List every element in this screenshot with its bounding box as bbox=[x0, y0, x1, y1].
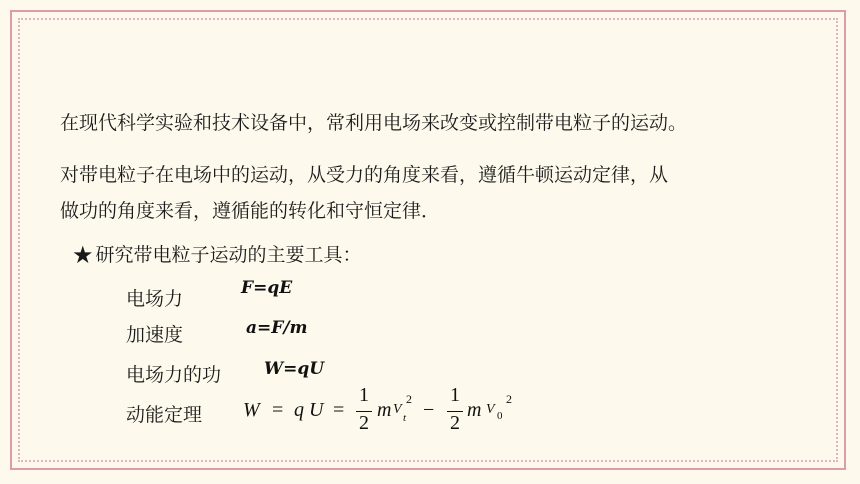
eq-frac1-numerator: 1 bbox=[359, 384, 369, 406]
formula-acceleration: a=F/m bbox=[246, 318, 308, 338]
eq-m-1: m bbox=[377, 399, 392, 421]
tools-heading bbox=[72, 238, 362, 272]
tool-label-electric-force: 电场力 bbox=[126, 288, 184, 310]
analysis-paragraph-line2: 做功的角度来看，遵循能的转化和守恒定律． bbox=[60, 200, 441, 222]
eq-m-2: m bbox=[467, 399, 482, 421]
tool-label-acceleration: 加速度 bbox=[126, 324, 184, 346]
eq-W: W bbox=[243, 399, 260, 421]
eq-equals-1: = bbox=[272, 399, 284, 421]
tool-label-kinetic-energy-theorem: 动能定理 bbox=[126, 404, 203, 426]
eq-qU: q U bbox=[294, 399, 324, 421]
eq-frac1-denominator: 2 bbox=[359, 412, 369, 434]
eq-V0: V bbox=[486, 402, 495, 417]
eq-exponent-2: 2 bbox=[506, 392, 512, 406]
eq-frac2-denominator: 2 bbox=[450, 412, 460, 434]
formula-field-work: W=qU bbox=[264, 359, 325, 379]
eq-minus: − bbox=[423, 399, 435, 421]
analysis-paragraph-line1: 对带电粒子在电场中的运动，从受力的角度来看，遵循牛顿运动定律，从 bbox=[60, 164, 669, 186]
star-icon: ★ bbox=[72, 241, 94, 269]
eq-exponent-1: 2 bbox=[406, 392, 412, 406]
eq-subscript-0: 0 bbox=[497, 410, 503, 422]
eq-Vt: V bbox=[393, 402, 402, 417]
eq-equals-2: = bbox=[333, 399, 345, 421]
eq-frac2-numerator: 1 bbox=[450, 384, 460, 406]
eq-subscript-t: t bbox=[403, 412, 407, 424]
formula-electric-force: F=qE bbox=[241, 278, 293, 298]
tools-heading-text: 研究带电粒子运动的主要工具： bbox=[95, 244, 362, 266]
tool-label-field-work: 电场力的功 bbox=[126, 364, 222, 386]
intro-paragraph: 在现代科学实验和技术设备中，常利用电场来改变或控制带电粒子的运动。 bbox=[60, 112, 688, 134]
